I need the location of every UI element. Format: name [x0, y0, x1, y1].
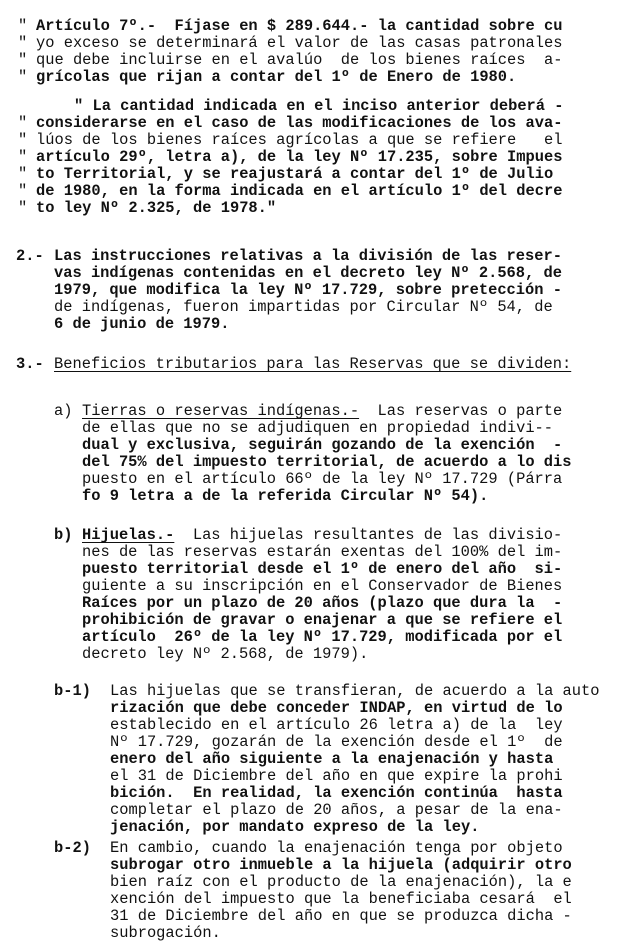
- text-line: Las instrucciones relativas a la división de las reser-: [54, 247, 562, 265]
- text-line: lúos de los bienes raíces agrícolas a que se refiere el: [36, 131, 563, 149]
- text-fragment: Las hijuelas resultantes de las divisio-: [174, 526, 563, 544]
- text-line: artículo 29º, letra a), de la ley Nº 17.235, sobre Impues: [36, 148, 563, 166]
- item-title: Tierras o reservas indígenas.-: [82, 402, 360, 420]
- item-label: b): [54, 526, 73, 544]
- text-line: 31 de Diciembre del año en que se produzca dicha -: [110, 907, 572, 925]
- text-line: guiente a su inscripción en el Conservador de Bienes: [82, 577, 563, 595]
- section-heading: Beneficios tributarios para las Reservas que se dividen:: [54, 355, 572, 373]
- text-line: En cambio, cuando la enajenación tenga por objeto: [110, 839, 563, 857]
- section-number: 3.-: [16, 355, 44, 373]
- quote-mark: ": [18, 114, 28, 132]
- text-line: del 75% del impuesto territorial, de acuerdo a lo dis: [82, 453, 572, 471]
- text-line: establecido en el artículo 26 letra a) de la ley: [110, 716, 563, 734]
- text-line: jenación, por mandato expreso de la ley.: [110, 818, 480, 836]
- text-line: decreto ley Nº 2.568, de 1979).: [82, 645, 369, 663]
- text-line: puesto en el artículo 66º de la ley Nº 17.729 (Párra: [82, 470, 563, 488]
- quote-mark: ": [18, 51, 28, 69]
- text-line: completar el plazo de 20 años, a pesar de la ena-: [110, 801, 563, 819]
- text-line: to ley Nº 2.325, de 1978.": [36, 199, 277, 217]
- text-line: to Territorial, y se reajustará a contar del 1º de Julio: [36, 165, 554, 183]
- text-line: Nº 17.729, gozarán de la exención desde el 1º de: [110, 733, 563, 751]
- text-line: vas indígenas contenidas en el decreto ley Nº 2.568, de: [54, 264, 562, 282]
- quote-mark: ": [18, 182, 28, 200]
- text-line: " La cantidad indicada en el inciso anterior deberá -: [74, 97, 564, 115]
- text-line: subrogar otro inmueble a la hijuela (adquirir otro: [110, 856, 572, 874]
- text-line: enero del año siguiente a la enajenación y hasta: [110, 750, 554, 768]
- text-line: de 1980, en la forma indicada en el artículo 1º del decre: [36, 182, 563, 200]
- text-line: subrogación.: [110, 924, 221, 942]
- item-label: b-2): [54, 839, 91, 857]
- item-title-line: [82, 527, 562, 544]
- section-number: 2.-: [16, 247, 44, 265]
- quote-mark: ": [18, 148, 28, 166]
- item-label: a): [54, 402, 73, 420]
- text-line: Las hijuelas que se transfieran, de acuerdo a la auto: [110, 682, 600, 700]
- text-line: bien raíz con el producto de la enajenación), la e: [110, 873, 572, 891]
- text-line: yo exceso se determinará el valor de las casas patronales: [36, 34, 563, 52]
- text-line: Artículo 7º.- Fíjase en $ 289.644.- la cantidad sobre cu: [36, 17, 563, 35]
- text-line: 1979, que modifica la ley Nº 17.729, sobre pretección -: [54, 281, 562, 299]
- text-line: de ellas que no se adjudiquen en propiedad indivi--: [82, 419, 554, 437]
- item-title: Hijuelas.-: [82, 526, 175, 544]
- text-fragment: Las reservas o parte: [359, 402, 563, 420]
- text-line: Raíces por un plazo de 20 años (plazo que dura la -: [82, 594, 563, 612]
- text-line: fo 9 letra a de la referida Circular Nº 54).: [82, 487, 489, 505]
- quote-mark: ": [18, 199, 28, 217]
- text-line: puesto territorial desde el 1º de enero del año si-: [82, 560, 563, 578]
- item-label: b-1): [54, 682, 91, 700]
- text-line: grícolas que rijan a contar del 1º de Enero de 1980.: [36, 68, 517, 86]
- text-line: 6 de junio de 1979.: [54, 315, 230, 333]
- item-title-line: [82, 403, 562, 420]
- quote-mark: ": [18, 165, 28, 183]
- quote-mark: ": [18, 68, 28, 86]
- text-line: artículo 26º de la ley Nº 17.729, modificada por el: [82, 628, 563, 646]
- text-line: bición. En realidad, la exención continúa hasta: [110, 784, 563, 802]
- text-line: dual y exclusiva, seguirán gozando de la exención -: [82, 436, 563, 454]
- text-line: el 31 de Diciembre del año en que expire la prohi: [110, 767, 563, 785]
- quote-mark: ": [18, 17, 28, 35]
- text-line: considerarse en el caso de las modificaciones de los ava-: [36, 114, 563, 132]
- quote-mark: ": [18, 34, 28, 52]
- text-line: nes de las reservas estarán exentas del 100% del im-: [82, 543, 563, 561]
- text-line: de indígenas, fueron impartidas por Circular Nº 54, de: [54, 298, 553, 316]
- text-line: que debe incluirse en el avalúo de los bienes raíces a-: [36, 51, 563, 69]
- text-line: prohibición de gravar o enajenar a que se refiere el: [82, 611, 563, 629]
- text-line: rización que debe conceder INDAP, en virtud de lo: [110, 699, 563, 717]
- quote-mark: ": [18, 131, 28, 149]
- text-line: xención del impuesto que la beneficiaba cesará el: [110, 890, 572, 908]
